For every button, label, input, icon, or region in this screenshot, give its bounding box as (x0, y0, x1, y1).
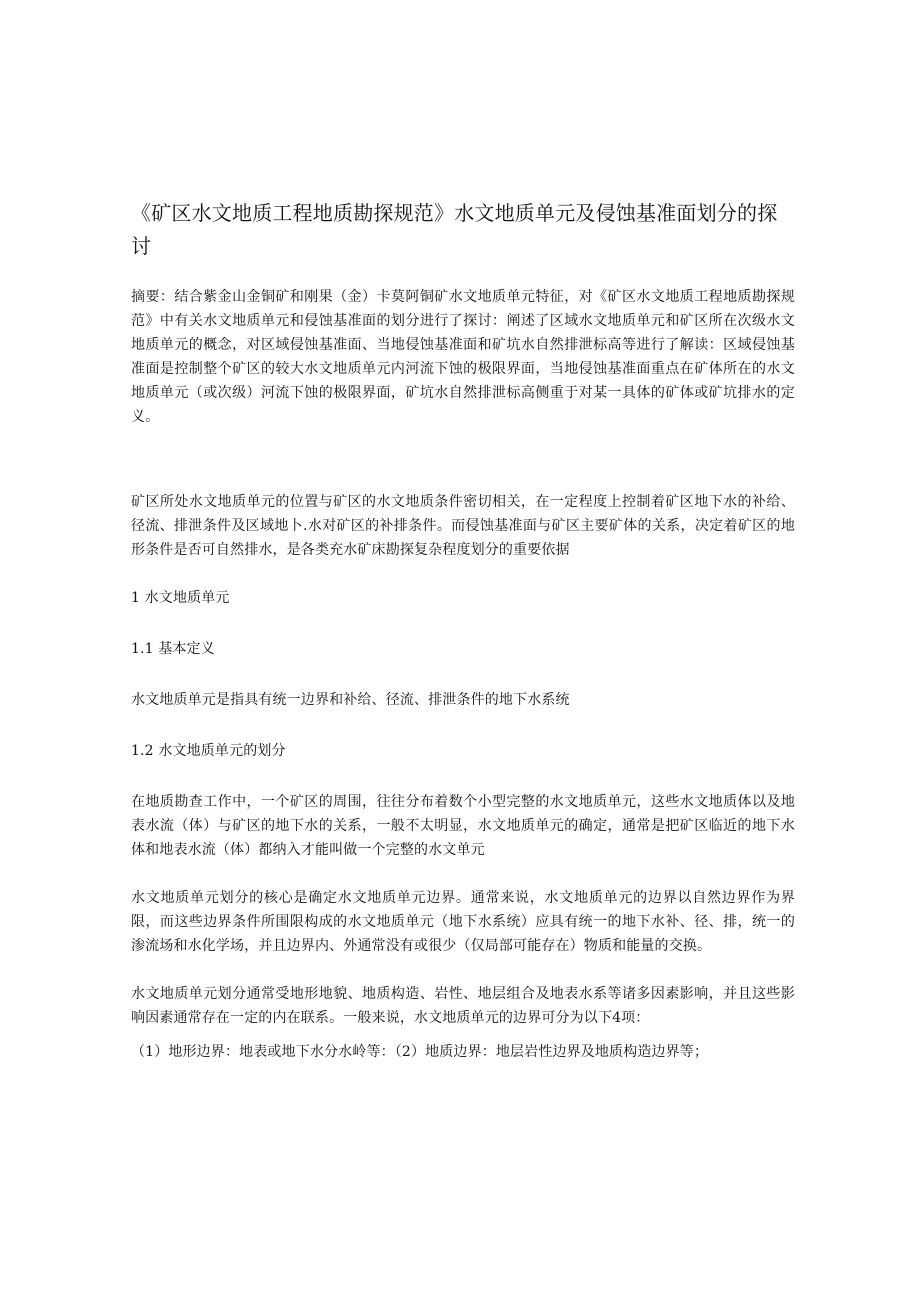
abstract-paragraph: 摘要：结合紫金山金铜矿和刚果（金）卡莫阿铜矿水文地质单元特征，对《矿区水文地质工程地质勘探规范》中有关水文地质单元和侵蚀基准面的划分进行了探讨：阐述了区域水文地质单元和矿区所在次级水文地质单元的概念，对区域侵蚀基准面、当地侵蚀基准面和矿坑水自然排泄标高等进行了解读：区域侵蚀基准面是控制整个矿区的较大水文地质单元内河流下蚀的极限界面，当地侵蚀基准面重点在矿体所在的水文地质单元（或次级）河流下蚀的极限界面，矿坑水自然排泄标高侧重于对某一具体的矿体或矿坑排水的定义。 (131, 289, 795, 425)
section-1-heading: 1 水文地质单元 (131, 590, 230, 606)
intro-paragraph: 矿区所处水文地质单元的位置与矿区的水文地质条件密切相关，在一定程度上控制着矿区地下水的补给、径流、排泄条件及区域地卜.水对矿区的补排条件。而侵蚀基准面与矿区主要矿体的关系，决定着矿区的地形条件是否可自然排水，是各类充水矿床勘探复杂程度划分的重要依据 (131, 494, 795, 558)
section-1-2-paragraph-4: （1）地形边界：地表或地下水分水岭等：（2）地质边界：地层岩性边界及地质构造边界等； (131, 1044, 709, 1060)
document-body (131, 197, 795, 1088)
section-1-1-text: 水文地质单元是指具有统一边界和补给、径流、排泄条件的地下水系统 (131, 692, 570, 708)
section-1-2-heading: 1.2 水文地质单元的划分 (131, 743, 286, 759)
section-1-2-paragraph-3: 水文地质单元划分通常受地形地貌、地质构造、岩性、地层组合及地表水系等诸多因素影响，并且这些影响因素通常存在一定的内在联系。一般来说，水文地质单元的边界可分为以下4项： (131, 986, 795, 1026)
section-1-2-paragraph-2: 水文地质单元划分的核心是确定水文地质单元边界。通常来说，水文地质单元的边界以自然边界作为界限，而这些边界条件所围限构成的水文地质单元（地下水系统）应具有统一的地下水补、径、排，统一的渗流场和水化学场，并且边界内、外通常没有或很少（仅局部可能存在）物质和能量的交换。 (131, 890, 795, 954)
section-1-1-heading: 1.1 基本定义 (131, 641, 215, 657)
section-1-2-paragraph-1: 在地质勘查工作中，一个矿区的周围，往往分布着数个小型完整的水文地质单元，这些水文地质体以及地表水流（体）与矿区的地下水的关系，一般不太明显，水文地质单元的确定，通常是把矿区临近的地下水体和地表水流（体）都纳入才能叫做一个完整的水文单元 (131, 794, 795, 858)
document-title: 《矿区水文地质工程地质勘探规范》水文地质单元及侵蚀基准面划分的探讨 (131, 201, 778, 258)
